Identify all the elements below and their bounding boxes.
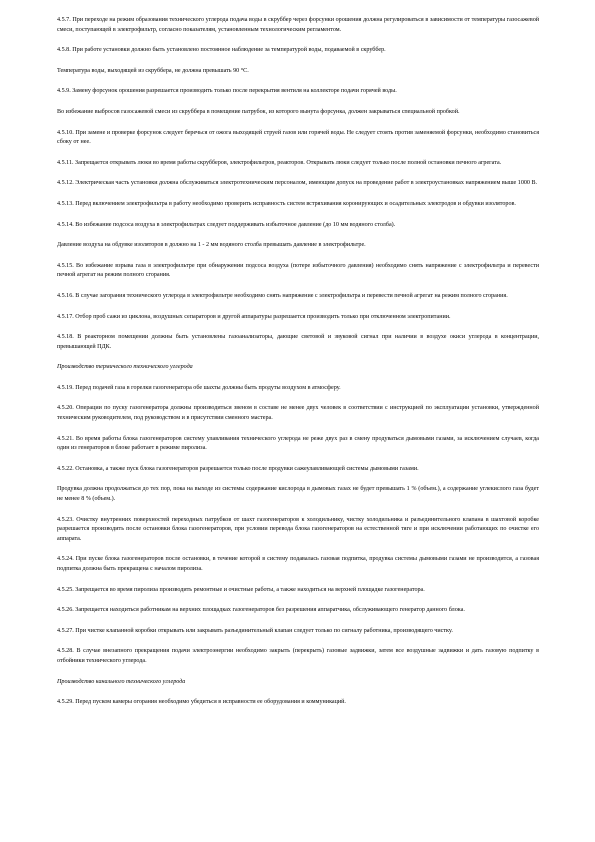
paragraph-4-5-12: 4.5.12. Электрическая часть установки должна обслуживаться электротехническим персоналом, имеющим допуск на проведение работ в электроустановках напряжением выше 1000 В. — [57, 180, 538, 187]
paragraph-purge-condition: Продувка должна продолжаться до тех пор, пока на выходе из системы содержание кислорода в дымовых газах не будет превышать 1 % (объем.), а содержание углекислого газа будет не менее 8 % (объем.). — [57, 486, 539, 503]
paragraph-4-5-29: 4.5.29. Перед пуском камеры огорания необходимо убедиться в исправности ее оборудования и коммуникаций. — [57, 699, 346, 706]
paragraph-4-5-25: 4.5.25. Запрещается во время пиролиза производить ремонтные и очистные работы, а также находиться на верхней площадке газогенератора. — [57, 586, 425, 593]
document-page — [57, 16, 539, 708]
paragraph-4-5-10: 4.5.10. При замене и проверке форсунок следует беречься от ожога выходящей струей газов или горячей воды. Не следует стоять против заменяемой форсунки, необходимо становиться сбоку от нее. — [57, 129, 539, 146]
paragraph-4-5-22: 4.5.22. Остановка, а также пуск блока газогенераторов разрешается только после продувки сажеулавливающей системы дымовыми газами. — [57, 465, 419, 472]
paragraph-4-5-13: 4.5.13. Перед включением электрофильтра в работу необходимо проверить исправность систем встряхивания коронирующих и осадительных электродов и обдувки изоляторов. — [57, 200, 516, 207]
paragraph-4-5-27: 4.5.27. При чистке клапанной коробки открывать или закрывать разъединительный клапан следует только по сигналу работника, производящего чистку. — [57, 627, 453, 634]
paragraph-4-5-23: 4.5.23. Очистку внутренних поверхностей переходных патрубков от шахт газогенераторов к холодильнику, чистку холодильника и разъединительного клапана в шахтовой коробке разрешается производить после остановки блока газогенераторов, при условии перевода блока газогенераторов на естественной тяге и при исключении работающих по очистке его аппарата. — [57, 516, 539, 542]
paragraph-4-5-21: 4.5.21. Во время работы блока газогенераторов систему улавливания технического углерода не реже двух раз в смену продуваться дымовыми газами, за исключением случаев, когда один из генераторов в блоке работает в режиме пиролиза. — [57, 435, 539, 452]
paragraph-4-5-8: 4.5.8. При работе установки должно быть установлено постоянное наблюдение за температурой воды, подаваемой в скруббер. — [57, 47, 386, 54]
paragraph-4-5-28: 4.5.28. В случае внезапного прекращения подачи электроэнергии необходимо закрыть (перекрыть) газовые задвижки, затем все воздушные задвижки и дать газовую подпитку в отбойники технического углерода. — [57, 648, 539, 664]
paragraph-4-5-18: 4.5.18. В реакторном помещении должны быть установлены газоанализаторы, дающие световой и звуковой сигнал при наличии в воздухе окиси углерода в концентрации, превышающей ПДК. — [57, 334, 539, 350]
paragraph-nozzle-plug: Во избежание выбросов газосажевой смеси из скруббера в помещение патрубок, из которого вынута форсунка, должен закрываться специальной пробкой. — [57, 108, 460, 115]
section-heading-thermal-carbon: Производство термического технического углерода — [57, 364, 193, 371]
paragraph-4-5-14: 4.5.14. Во избежание подсоса воздуха в электрофильтрах следует поддерживать избыточное давление (до 10 мм водяного столба). — [57, 221, 396, 228]
paragraph-insulator-pressure: Давление воздуха на обдувке изоляторов в должно на 1 - 2 мм водяного столба превышать давление в электрофильтре. — [57, 242, 366, 249]
section-heading-channel-carbon: Производство канального технического углерода — [57, 678, 186, 685]
paragraph-4-5-19: 4.5.19. Перед подачей газа в горелки газогенератора обе шахты должны быть продуты воздухом в атмосферу. — [57, 384, 341, 391]
paragraph-4-5-16: 4.5.16. В случае загорания технического углерода в электрофильтре необходимо снять напряжение с электрофильтра и перевести печной агрегат на режим полного сгорания. — [57, 292, 508, 299]
paragraph-4-5-26: 4.5.26. Запрещается находиться работникам на верхних площадках газогенераторов без разрешения аппаратчика, обслуживающего генератор данного блока. — [57, 607, 465, 614]
paragraph-4-5-11: 4.5.11. Запрещается открывать люки во время работы скрубберов, электрофильтров, реакторов. Открывать люки следует только после полной остановки печного агрегата. — [57, 159, 502, 166]
paragraph-4-5-24: 4.5.24. При пуске блока газогенераторов после остановки, в течение которой в систему подавалась газовая подпитка, продувка системы дымовыми газами не производится, а газовая подпитка должна быть прекращена с началом пиролиза. — [57, 556, 539, 572]
paragraph-4-5-9: 4.5.9. Замену форсунок орошения разрешается производить только после перекрытия вентиля на коллекторе подачи горячей воды. — [57, 88, 397, 95]
paragraph-water-temperature: Температура воды, выходящей из скруббера, не должна превышать 90 °С. — [57, 67, 249, 74]
paragraph-4-5-7: 4.5.7. При переходе на режим образования технического углерода подача воды в скруббер через форсунки орошения должна регулироваться в зависимости от температуры газосажевой смеси, поступающей в электрофильтр, согласно показателям, установленным технологическим регламентом. — [57, 17, 539, 33]
paragraph-4-5-17: 4.5.17. Отбор проб сажи из циклона, воздушных сепараторов и другой аппаратуры разрешается производить только при отключенном электропитании. — [57, 313, 451, 320]
paragraph-4-5-15: 4.5.15. Во избежание взрыва газа в электрофильтре при обнаружении подсоса воздуха (потере избыточного давления) необходимо снять напряжение с электрофильтра и перевести печной агрегат на режим полного сгорания. — [57, 262, 539, 279]
paragraph-4-5-20: 4.5.20. Операции по пуску газогенератора должны производиться звеном в составе не менее двух человек в соответствии с инструкцией по эксплуатации установки, утвержденной техническим руководителем, под руководством и в присутствии сменного мастера. — [57, 405, 539, 422]
